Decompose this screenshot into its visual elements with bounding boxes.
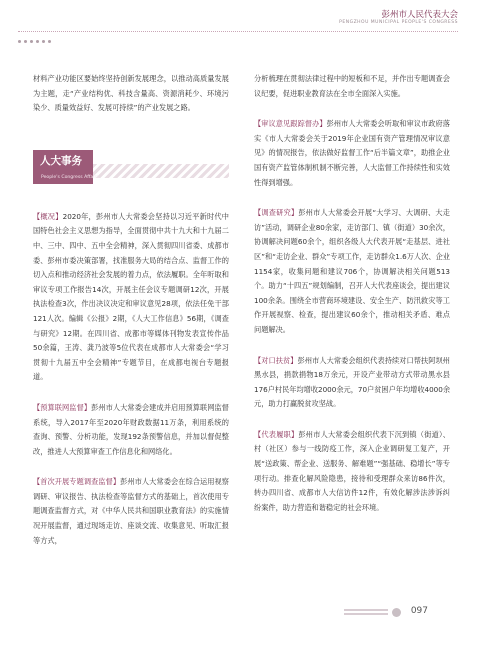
page-number: 097: [410, 606, 428, 616]
tag-deputies: 【代表履职】: [254, 429, 299, 439]
header-divider: [18, 31, 458, 32]
paragraph-deputies: [254, 428, 450, 516]
tag-poverty-aid: 【对口扶贫】: [254, 355, 298, 365]
paragraph-special-survey: [33, 475, 229, 548]
tag-overview: 【概况】: [33, 211, 63, 221]
footer-circle-icon: [392, 608, 401, 617]
tag-budget: 【预算联网监督】: [33, 402, 92, 412]
header-title: 彭州市人民代表大会: [381, 10, 458, 20]
text-research: 彭州市人大常委会开展“大学习、大调研、大走访”活动，调研企业80余家，走访部门、镇（街道）30余次，协调解决问题60余个，组织各级人大代表开展“走基层、进社区”和“走访企业、群众”专项工作，走访群众1.6万人次、企业1154家，收集问题和建议706个，协调解决相关问题513个。助力“十四五”规划编制，召开人大代表座谈会，提出建议100余条。围绕全市营商环境建设、安全生产、防汛救灾等工作开展视察、检查，提出建议60余个，推动相关矛盾、难点问题解决。: [254, 208, 450, 334]
paragraph-continued: 分析梳理在贯彻法律过程中的短板和不足，并作出专题调查会议纪要，促进职业教育法在全市全面深入实施。: [254, 74, 450, 98]
section-subtitle: People's Congress Affairs: [41, 174, 99, 180]
left-column: [33, 72, 229, 548]
text-review-followup: 彭州市人大常委会听取和审议市政府落实《市人大常委会关于2019年企业国有资产管理情况审议意见》的情况报告，依法做好监督工作“后半篇文章”，助推企业国有资产监管体制机制不断完善，人大监督工作持续性和实效性得到增强。: [254, 119, 450, 187]
tag-research: 【调查研究】: [254, 208, 299, 218]
tag-special-survey: 【首次开展专题调查监督】: [33, 477, 121, 487]
paragraph-research: [254, 206, 450, 337]
right-column: [254, 72, 450, 515]
intro-paragraph: 材料产业功能区要始终坚持创新发展理念，以推动高质量发展为主题，走“产业结构优、科技含量高、资源消耗少、环境污染少、质量效益好、发展可持续”的产业发展之路。: [33, 74, 229, 113]
paragraph-overview: [33, 210, 229, 385]
tag-review-followup: 【审议意见跟踪督办】: [254, 119, 327, 129]
text-overview: 2020年，彭州市人大常委会坚持以习近平新时代中国特色社会主义思想为指导，全面贯彻中共十九大和十九届二中、三中、四中、五中全会精神，深入贯彻四川省委、成都市委、彭州市委决策部署，找准服务大局的结合点、监督工作的切入点和推动经济社会发展的着力点，依法履职。全年听取和审议专项工作报告14次，开展主任会议专题调研12次，开展执法检查3次，作出决议决定和审议意见28项，依法任免干部121人次。编辑《公报》2期，《人大工作信息》56期，《调查与研究》12期。在四川省、成都市等媒体刊物发表宣传作品50余篇，王涛、龚乃波等5位代表在成都市人大常委会“学习贯彻十九届五中全会精神”专题节目，在成都电视台专题报道。: [33, 211, 229, 382]
text-special-survey: 彭州市人大常委会在综合运用视察调研、审议报告、执法检查等监督方式的基础上，首次使用专题调查监督方式，对《中华人民共和国职业教育法》的实施情况开展监督，通过现场走访、座谈交流、收集意见、听取汇报等方式，: [33, 477, 229, 545]
banner-stripe: [93, 164, 229, 178]
text-poverty-aid: 彭州市人大常委会组织代表持续对口帮扶阿坝州黑水县，捐款捐物18万余元，开设产业带动方式带动黑水县176户村民年均增收2000余元，70户贫困户年均增收4000余元，助力打赢脱贫攻坚战。: [254, 355, 451, 409]
paragraph-review-followup: [254, 117, 450, 190]
paragraph-budget: [33, 401, 229, 459]
text-budget: 彭州市人大常委会建成并启用预算联网监督系统，导入2017年至2020年财政数据11万条，利用系统的查询、预警、分析功能，发现192条预警信息，并加以督促整改，推进人大预算审查工作信息化和网络化。: [33, 402, 229, 456]
footer-logo: [344, 609, 388, 617]
section-banner: [33, 150, 229, 184]
page-header: [18, 8, 458, 34]
section-title: 人大事务: [40, 154, 82, 167]
text-deputies: 彭州市人大常委会组织代表下沉到镇（街道）、村（社区）参与一线防疫工作，深入企业调研复工复产，开展“送政策、帮企业、送服务、解难题”“强基础、稳增长”等专项行动。排查化解风险隐患，接待和受理群众来访86件次，转办四川省、成都市人大信访件12件，有效化解涉法涉诉纠纷案件，助力营造和谐稳定的社会环境。: [254, 429, 450, 512]
header-subtitle: PENGZHOU MUNICIPAL PEOPLE'S CONGRESS: [339, 20, 458, 25]
paragraph-poverty-aid: [254, 354, 450, 412]
